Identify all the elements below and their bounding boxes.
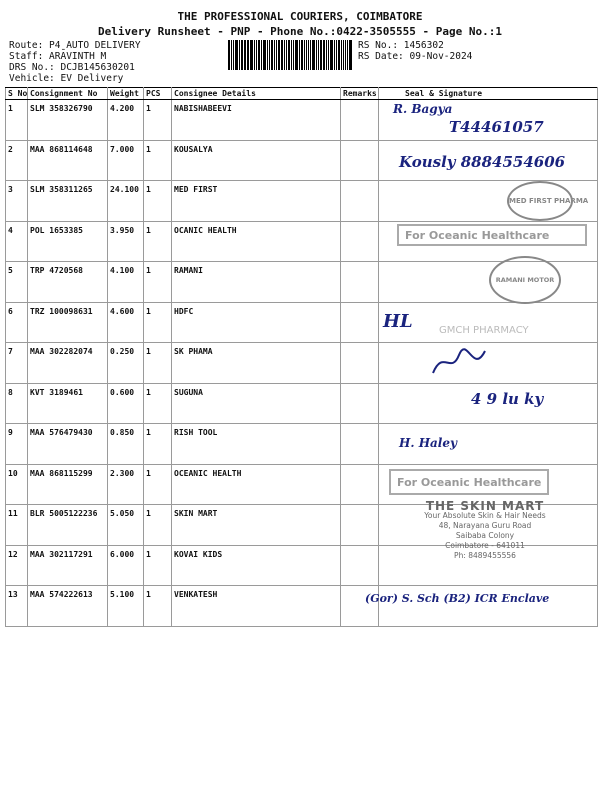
table-row: [6, 383, 598, 424]
barcode-bar: [293, 40, 294, 70]
cell-remarks: [341, 545, 379, 586]
cell-pcs: 1: [144, 302, 172, 343]
barcode-bar: [269, 40, 270, 70]
cell-weight: 4.600: [108, 302, 144, 343]
cell-sno: 10: [6, 464, 28, 505]
cell-remarks: [341, 100, 379, 141]
barcode-bar: [231, 40, 232, 70]
cell-pcs: 1: [144, 545, 172, 586]
barcode-bar: [301, 40, 303, 70]
cell-weight: 6.000: [108, 545, 144, 586]
signature: Kously 8884554606: [399, 152, 566, 171]
cell-consignment: TRZ 100098631: [28, 302, 108, 343]
cell-weight: 0.850: [108, 424, 144, 465]
cell-remarks: [341, 343, 379, 384]
table-row: [6, 100, 598, 141]
cell-seal: [379, 221, 598, 262]
barcode-bar: [308, 40, 310, 70]
barcode-bar: [244, 40, 245, 70]
med-first-stamp: [507, 181, 589, 221]
table-row: [6, 505, 598, 546]
cell-weight: 7.000: [108, 140, 144, 181]
route-label: Route: P4̱ AUTO DELIVERY: [9, 40, 141, 51]
skin-mart-tagline: Your Absolute Skin & Hair Needs: [424, 511, 546, 520]
cell-sno: 11: [6, 505, 28, 546]
cell-pcs: 1: [144, 586, 172, 627]
cell-consignment: MAA 868115299: [28, 464, 108, 505]
cell-consignment: MAA 302282074: [28, 343, 108, 384]
barcode-bar: [343, 40, 345, 70]
cell-pcs: 1: [144, 424, 172, 465]
barcode-bar: [323, 40, 325, 70]
barcode-bar: [326, 40, 327, 70]
cell-pcs: 1: [144, 343, 172, 384]
barcode-bar: [341, 40, 342, 70]
cell-consignment: TRP 4720568: [28, 262, 108, 303]
skin-mart-city: Coimbatore - 641011: [445, 541, 525, 550]
cell-seal: [379, 343, 598, 384]
cell-sno: 7: [6, 343, 28, 384]
col-pcs: PCS: [144, 88, 172, 100]
barcode-bar: [274, 40, 275, 70]
ramani-stamp-text: RAMANI MOTOR: [495, 276, 555, 284]
barcode-bar: [320, 40, 322, 70]
barcode-bar: [281, 40, 283, 70]
oceanic-stamp-text: For Oceanic Healthcare: [397, 475, 542, 489]
cell-pcs: 1: [144, 464, 172, 505]
barcode-bar: [299, 40, 300, 70]
staff-label: Staff: ARAVINTH M: [9, 51, 107, 62]
col-consignee: Consignee Details: [172, 88, 341, 100]
table-row: [6, 545, 598, 586]
cell-consignee: SKIN MART: [172, 505, 341, 546]
cell-weight: 4.100: [108, 262, 144, 303]
cell-weight: 2.300: [108, 464, 144, 505]
cell-consignee: SK PHAMA: [172, 343, 341, 384]
cell-weight: 0.250: [108, 343, 144, 384]
cell-consignment: SLM 358326790: [28, 100, 108, 141]
cell-remarks: [341, 181, 379, 222]
table-row: [6, 262, 598, 303]
cell-sno: 5: [6, 262, 28, 303]
company-title: THE PROFESSIONAL COURIERS, COIMBATORE: [177, 10, 423, 23]
cell-seal: [379, 383, 598, 424]
cell-sno: 8: [6, 383, 28, 424]
cell-consignee: NABISHABEEVI: [172, 100, 341, 141]
barcode-bar: [241, 40, 243, 70]
rs-number: RS No.: 1456302: [358, 40, 444, 51]
cell-weight: 3.950: [108, 221, 144, 262]
barcode-bar: [336, 40, 337, 70]
barcode-bar: [284, 40, 285, 70]
cell-weight: 0.600: [108, 383, 144, 424]
table-header-row: [6, 88, 598, 100]
ramani-stamp: [489, 256, 561, 304]
signature: HL: [383, 310, 413, 332]
skin-mart-address: 48, Narayana Guru Road: [438, 521, 532, 530]
cell-consignee: OCEANIC HEALTH: [172, 464, 341, 505]
table-row: [6, 181, 598, 222]
cell-remarks: [341, 221, 379, 262]
table-row: [6, 302, 598, 343]
cell-consignment: MAA 302117291: [28, 545, 108, 586]
barcode-bar: [247, 40, 249, 70]
signature: H. Haley: [399, 436, 457, 450]
cell-consignee: KOVAI KIDS: [172, 545, 341, 586]
signature: (Gor) S. Sch (B2) ICR Enclave: [365, 592, 550, 605]
cell-consignee: MED FIRST: [172, 181, 341, 222]
barcode-bar: [286, 40, 287, 70]
cell-sno: 12: [6, 545, 28, 586]
barcode-bar: [288, 40, 290, 70]
skin-mart-phone: Ph: 8489455556: [454, 551, 516, 560]
barcode-bar: [233, 40, 234, 70]
cell-pcs: 1: [144, 221, 172, 262]
barcode-bar: [345, 40, 346, 70]
cell-remarks: [341, 262, 379, 303]
table-row: [6, 140, 598, 181]
cell-remarks: [341, 140, 379, 181]
barcode-bar: [276, 40, 277, 70]
barcode-bar: [228, 40, 230, 70]
table-row: [6, 221, 598, 262]
runsheet-title: Delivery Runsheet - PNP - Phone No.:0422-3505555 - Page No.:1: [98, 25, 502, 38]
barcode-bar: [258, 40, 260, 70]
barcode-bar: [316, 40, 317, 70]
cell-consignee: RAMANI: [172, 262, 341, 303]
barcode-bar: [261, 40, 262, 70]
cell-pcs: 1: [144, 100, 172, 141]
cell-pcs: 1: [144, 140, 172, 181]
cell-consignee: KOUSALYA: [172, 140, 341, 181]
cell-weight: 5.100: [108, 586, 144, 627]
barcode-bar: [291, 40, 292, 70]
barcode-bar: [334, 40, 335, 70]
cell-sno: 13: [6, 586, 28, 627]
signature-phone: T44461057: [449, 118, 544, 136]
barcode-bar: [245, 40, 246, 70]
col-weight: Weight: [108, 88, 144, 100]
oceanic-stamp: [389, 469, 549, 495]
cell-seal: [379, 545, 598, 586]
barcode-bar: [318, 40, 319, 70]
cell-consignment: MAA 868114648: [28, 140, 108, 181]
cell-consignment: BLR 5005122236: [28, 505, 108, 546]
cell-pcs: 1: [144, 383, 172, 424]
barcode: [228, 40, 352, 70]
vehicle-label: Vehicle: EV Delivery: [9, 73, 124, 84]
barcode-bar: [254, 40, 255, 70]
cell-consignee: VENKATESH: [172, 586, 341, 627]
signature: R. Bagya: [393, 102, 453, 116]
cell-consignment: MAA 574222613: [28, 586, 108, 627]
runsheet-table: [5, 87, 598, 627]
col-consignment: Consignment No: [28, 88, 108, 100]
cell-seal: [379, 499, 598, 560]
barcode-bar: [306, 40, 307, 70]
cell-sno: 3: [6, 181, 28, 222]
cell-remarks: [341, 464, 379, 505]
barcode-bar: [338, 40, 340, 70]
oceanic-stamp-text: For Oceanic Healthcare: [405, 228, 550, 242]
cell-consignment: MAA 576479430: [28, 424, 108, 465]
cell-consignee: OCANIC HEALTH: [172, 221, 341, 262]
barcode-bar: [310, 40, 311, 70]
cell-seal: [379, 140, 598, 181]
table-row: [6, 424, 598, 465]
cell-consignee: SUGUNA: [172, 383, 341, 424]
cell-sno: 4: [6, 221, 28, 262]
cell-weight: 4.200: [108, 100, 144, 141]
table-row: [6, 586, 598, 627]
rs-date: RS Date: 09-Nov-2024: [358, 51, 473, 62]
barcode-bar: [239, 40, 240, 70]
table-row: [6, 343, 598, 384]
cell-seal: [379, 181, 598, 222]
barcode-bar: [312, 40, 315, 70]
barcode-bar: [250, 40, 253, 70]
barcode-bar: [271, 40, 273, 70]
cell-pcs: 1: [144, 505, 172, 546]
col-sno: S No: [6, 88, 28, 100]
barcode-bar: [295, 40, 298, 70]
cell-seal: [379, 262, 598, 303]
cell-consignment: POL 1653385: [28, 221, 108, 262]
barcode-bar: [349, 40, 352, 70]
oceanic-stamp: [397, 224, 587, 246]
barcode-bar: [328, 40, 329, 70]
cell-sno: 2: [6, 140, 28, 181]
skin-mart-title: THE SKIN MART: [425, 499, 545, 513]
cell-seal: [379, 424, 598, 465]
col-seal: Seal & Signature: [379, 88, 598, 100]
med-first-stamp-text: MED FIRST PHARMA: [509, 197, 589, 205]
cell-remarks: [341, 302, 379, 343]
cell-consignee: HDFC: [172, 302, 341, 343]
cell-sno: 9: [6, 424, 28, 465]
barcode-bar: [235, 40, 238, 70]
barcode-bar: [304, 40, 305, 70]
cell-weight: 5.050: [108, 505, 144, 546]
col-remarks: Remarks: [341, 88, 379, 100]
signature: 4 9 lu ky: [471, 389, 544, 408]
barcode-bar: [256, 40, 257, 70]
cell-seal: [379, 100, 598, 141]
barcode-bar: [330, 40, 333, 70]
cell-pcs: 1: [144, 262, 172, 303]
gmch-stamp-text: GMCH PHARMACY: [439, 324, 529, 336]
cell-pcs: 1: [144, 181, 172, 222]
cell-remarks: [341, 424, 379, 465]
cell-weight: 24.100: [108, 181, 144, 222]
drs-label: DRS No.: DCJB145630201: [9, 62, 135, 73]
skin-mart-area: Saibaba Colony: [455, 531, 515, 540]
barcode-bar: [263, 40, 266, 70]
signature-scribble: [429, 345, 489, 381]
cell-remarks: [341, 505, 379, 546]
cell-consignment: SLM 358311265: [28, 181, 108, 222]
cell-seal: [379, 302, 598, 343]
cell-sno: 6: [6, 302, 28, 343]
barcode-bar: [267, 40, 268, 70]
cell-seal: [365, 586, 598, 627]
cell-consignee: RISH TOOL: [172, 424, 341, 465]
cell-remarks: [341, 383, 379, 424]
cell-consignment: KVT 3189461: [28, 383, 108, 424]
barcode-bar: [347, 40, 348, 70]
cell-sno: 1: [6, 100, 28, 141]
barcode-bar: [278, 40, 281, 70]
